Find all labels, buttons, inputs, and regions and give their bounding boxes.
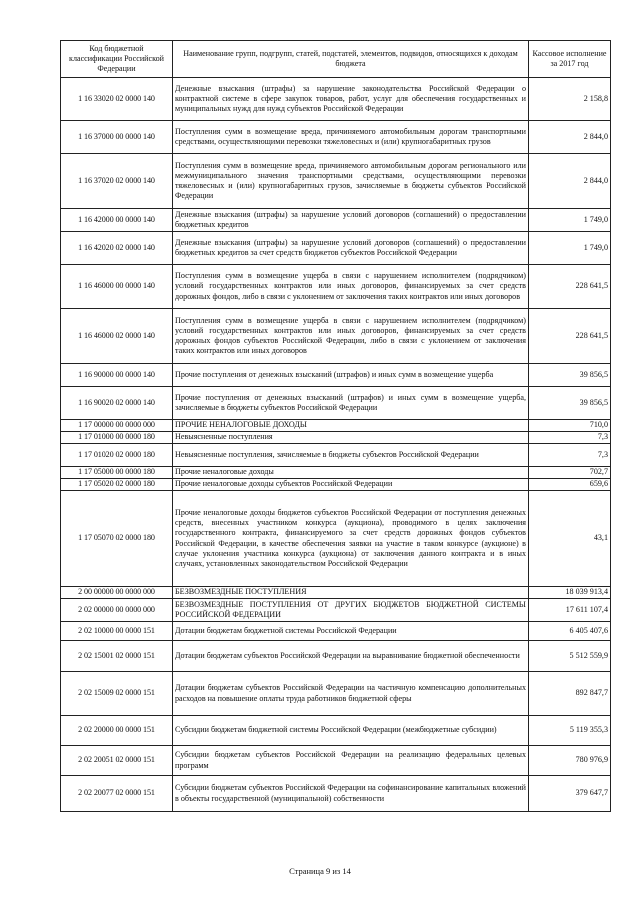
- row-code: 1 16 37000 00 0000 140: [61, 121, 173, 154]
- row-name: Прочие неналоговые доходы субъектов Российской Федерации: [173, 479, 529, 491]
- row-code: 1 16 37020 02 0000 140: [61, 154, 173, 209]
- table-row: [61, 776, 611, 812]
- row-amount: 2 158,8: [529, 78, 611, 121]
- row-code: 1 16 90000 00 0000 140: [61, 364, 173, 387]
- row-name: БЕЗВОЗМЕЗДНЫЕ ПОСТУПЛЕНИЯ ОТ ДРУГИХ БЮДЖЕТОВ БЮДЖЕТНОЙ СИСТЕМЫ РОССИЙСКОЙ ФЕДЕРАЦИИ: [173, 599, 529, 622]
- table-row: [61, 599, 611, 622]
- table-row: [61, 491, 611, 587]
- header-name: Наименование групп, подгрупп, статей, подстатей, элементов, подвидов, относящихся к доходам бюджета: [173, 41, 529, 78]
- row-name: Прочие неналоговые доходы бюджетов субъектов Российской Федерации от поступления денежных средств, внесенных участником конкурса (аукциона), проводимого в целях заключения государственного контракта, финансируемого за счет средств дорожных фондов субъектов Российской Федерации, в качестве обеспечения заявки на участие в таком конкурсе (аукционе) в случае уклонения участника конкурса (аукциона) от заключения данного контракта и в иных случаях, установленных законодательством Российской Федерации: [173, 491, 529, 587]
- row-name: Поступления сумм в возмещение вреда, причиняемого автомобильным дорогам транспортными средствами, осуществляющими перевозки тяжеловесных и (или) крупногабаритных грузов: [173, 121, 529, 154]
- row-amount: 43,1: [529, 491, 611, 587]
- row-code: 2 02 15009 02 0000 151: [61, 672, 173, 716]
- table-row: [61, 364, 611, 387]
- row-amount: 379 647,7: [529, 776, 611, 812]
- row-name: Невыясненные поступления: [173, 432, 529, 444]
- row-code: 1 17 01020 02 0000 180: [61, 444, 173, 467]
- row-name: Поступления сумм в возмещение ущерба в связи с нарушением исполнителем (подрядчиком) условий государственных контрактов или иных договоров, финансируемых за счет средств дорожных фондов субъектов Российской Федерации, либо в связи с уклонением от заключения таких контрактов или иных договоров: [173, 309, 529, 364]
- row-code: 2 02 00000 00 0000 000: [61, 599, 173, 622]
- row-name: Субсидии бюджетам субъектов Российской Федерации на реализацию федеральных целевых программ: [173, 746, 529, 776]
- row-amount: 17 611 107,4: [529, 599, 611, 622]
- row-name: Поступления сумм в возмещение ущерба в связи с нарушением исполнителем (подрядчиком) условий государственных контрактов или иных договоров, финансируемых за счет средств дорожных фондов, либо в связи с уклонением от заключения таких контрактов или иных договоров: [173, 265, 529, 309]
- row-code: 1 17 01000 00 0000 180: [61, 432, 173, 444]
- row-amount: 659,6: [529, 479, 611, 491]
- table-row: [61, 154, 611, 209]
- table-row: [61, 672, 611, 716]
- row-code: 2 02 15001 02 0000 151: [61, 641, 173, 672]
- table-row: [61, 309, 611, 364]
- header-amount: Кассовое исполнение за 2017 год: [529, 41, 611, 78]
- table-row: [61, 265, 611, 309]
- row-name: Дотации бюджетам бюджетной системы Российской Федерации: [173, 622, 529, 641]
- row-code: 2 02 10000 00 0000 151: [61, 622, 173, 641]
- row-amount: 228 641,5: [529, 309, 611, 364]
- table-row: [61, 232, 611, 265]
- row-code: 2 02 20051 02 0000 151: [61, 746, 173, 776]
- row-name: Невыясненные поступления, зачисляемые в бюджеты субъектов Российской Федерации: [173, 444, 529, 467]
- row-name: Субсидии бюджетам субъектов Российской Федерации на софинансирование капитальных вложений в объекты государственной (муниципальной) собственности: [173, 776, 529, 812]
- row-amount: 7,3: [529, 432, 611, 444]
- table-row: [61, 121, 611, 154]
- page-number: Страница 9 из 14: [289, 866, 351, 876]
- row-code: 1 16 42000 00 0000 140: [61, 209, 173, 232]
- row-amount: 39 856,5: [529, 364, 611, 387]
- table-row: [61, 587, 611, 599]
- row-name: Дотации бюджетам субъектов Российской Федерации на выравнивание бюджетной обеспеченности: [173, 641, 529, 672]
- row-code: 1 17 00000 00 0000 000: [61, 420, 173, 432]
- row-name: Субсидии бюджетам бюджетной системы Российской Федерации (межбюджетные субсидии): [173, 716, 529, 746]
- table-row: [61, 467, 611, 479]
- row-name: ПРОЧИЕ НЕНАЛОГОВЫЕ ДОХОДЫ: [173, 420, 529, 432]
- row-code: 1 17 05070 02 0000 180: [61, 491, 173, 587]
- row-code: 1 17 05000 00 0000 180: [61, 467, 173, 479]
- row-code: 1 16 90020 02 0000 140: [61, 387, 173, 420]
- row-code: 2 02 20077 02 0000 151: [61, 776, 173, 812]
- row-name: Прочие поступления от денежных взысканий (штрафов) и иных сумм в возмещение ущерба, зачисляемые в бюджеты субъектов Российской Федерации: [173, 387, 529, 420]
- row-code: 1 16 46000 00 0000 140: [61, 265, 173, 309]
- row-amount: 2 844,0: [529, 154, 611, 209]
- header-code: Код бюджетной классификации Российской Федерации: [61, 41, 173, 78]
- row-name: Поступления сумм в возмещение вреда, причиняемого автомобильным дорогам регионального или межмуниципального значения транспортными средствами, осуществляющими перевозки тяжеловесных и (или) крупногабаритных грузов, зачисляемые в бюджеты субъектов Российской Федерации: [173, 154, 529, 209]
- row-amount: 7,3: [529, 444, 611, 467]
- table-row: [61, 716, 611, 746]
- row-amount: 6 405 407,6: [529, 622, 611, 641]
- row-name: Денежные взыскания (штрафы) за нарушение условий договоров (соглашений) о предоставлении бюджетных кредитов: [173, 209, 529, 232]
- row-amount: 1 749,0: [529, 209, 611, 232]
- table-row: [61, 479, 611, 491]
- row-code: 2 00 00000 00 0000 000: [61, 587, 173, 599]
- table-header-row: [61, 41, 611, 78]
- table-row: [61, 420, 611, 432]
- table-row: [61, 641, 611, 672]
- table-row: [61, 387, 611, 420]
- row-code: 2 02 20000 00 0000 151: [61, 716, 173, 746]
- row-name: Денежные взыскания (штрафы) за нарушение законодательства Российской Федерации о контрактной системе в сфере закупок товаров, работ, услуг для обеспечения государственных и муниципальных нужд для нужд субъектов Российской Федерации: [173, 78, 529, 121]
- row-amount: 39 856,5: [529, 387, 611, 420]
- table-row: [61, 209, 611, 232]
- row-amount: 780 976,9: [529, 746, 611, 776]
- row-amount: 18 039 913,4: [529, 587, 611, 599]
- row-name: Дотации бюджетам субъектов Российской Федерации на частичную компенсацию дополнительных расходов на повышение оплаты труда работников бюджетной сферы: [173, 672, 529, 716]
- row-name: Прочие поступления от денежных взысканий (штрафов) и иных сумм в возмещение ущерба: [173, 364, 529, 387]
- row-amount: 892 847,7: [529, 672, 611, 716]
- row-name: Прочие неналоговые доходы: [173, 467, 529, 479]
- row-name: БЕЗВОЗМЕЗДНЫЕ ПОСТУПЛЕНИЯ: [173, 587, 529, 599]
- row-code: 1 16 33020 02 0000 140: [61, 78, 173, 121]
- row-amount: 5 119 355,3: [529, 716, 611, 746]
- row-amount: 702,7: [529, 467, 611, 479]
- table-row: [61, 622, 611, 641]
- table-row: [61, 78, 611, 121]
- table-row: [61, 432, 611, 444]
- row-name: Денежные взыскания (штрафы) за нарушение условий договоров (соглашений) о предоставлении бюджетных кредитов за счет средств бюджетов субъектов Российской Федерации: [173, 232, 529, 265]
- table-row: [61, 444, 611, 467]
- row-amount: 228 641,5: [529, 265, 611, 309]
- table-row: [61, 746, 611, 776]
- row-amount: 1 749,0: [529, 232, 611, 265]
- row-code: 1 16 42020 02 0000 140: [61, 232, 173, 265]
- row-amount: 5 512 559,9: [529, 641, 611, 672]
- row-amount: 2 844,0: [529, 121, 611, 154]
- row-code: 1 16 46000 02 0000 140: [61, 309, 173, 364]
- row-amount: 710,0: [529, 420, 611, 432]
- row-code: 1 17 05020 02 0000 180: [61, 479, 173, 491]
- budget-table: [60, 40, 611, 812]
